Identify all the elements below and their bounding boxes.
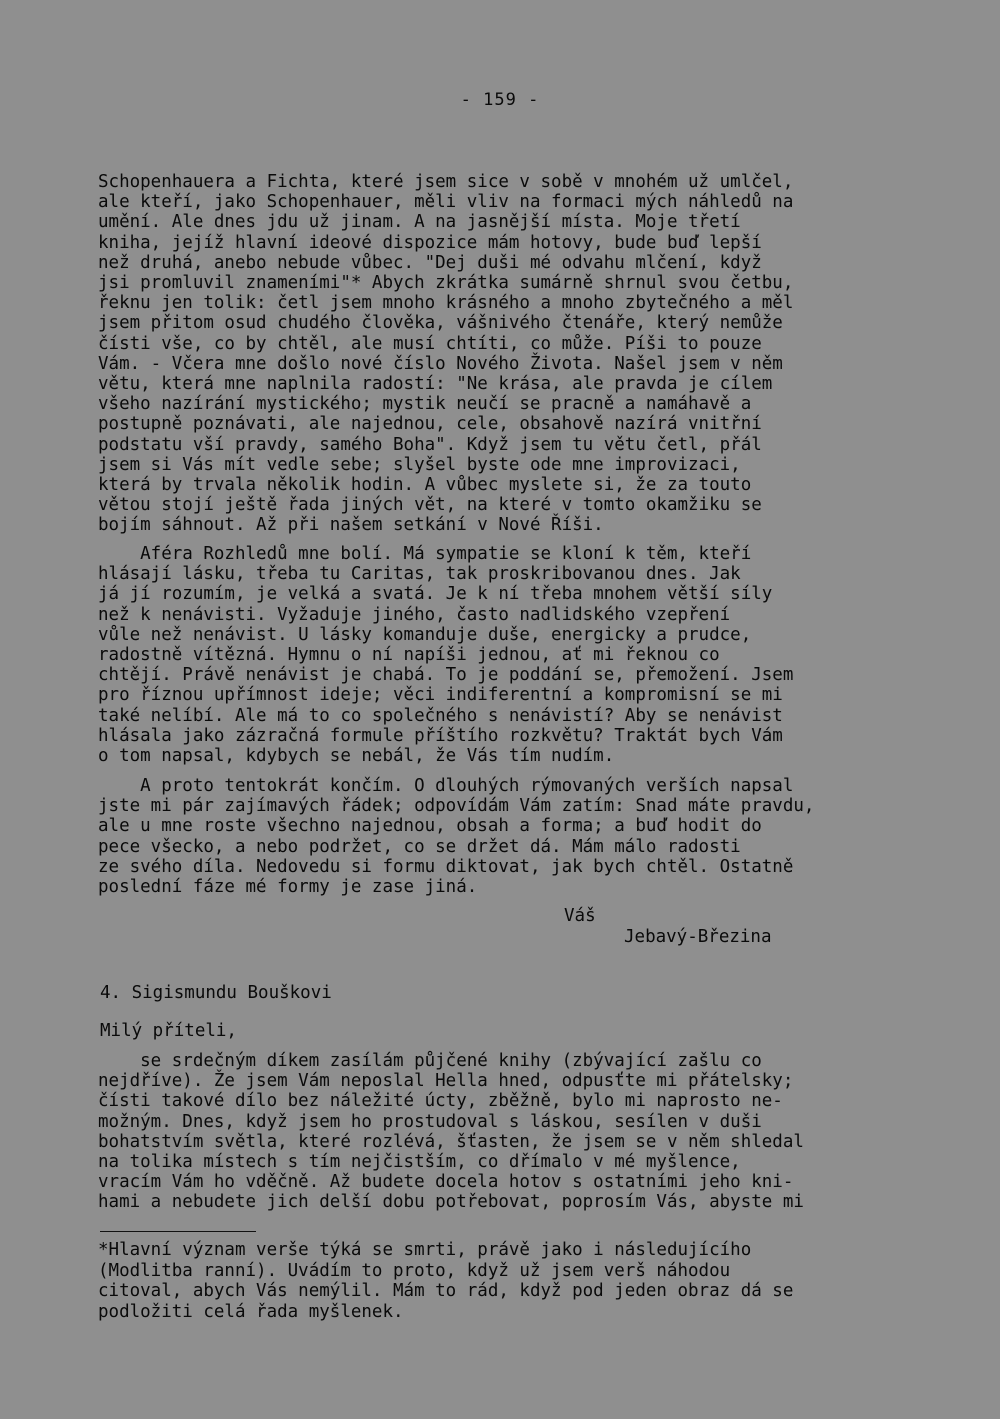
text-line: podložiti celá řada myšlenek. — [98, 1301, 404, 1322]
text-line: Vám. - Včera mne došlo nové číslo Nového Života. Našel jsem v něm — [98, 353, 783, 374]
text-line: na tolika místech s tím nejčistším, co dřímalo v mé myšlence, — [98, 1152, 741, 1173]
text-line: poslední fáze mé formy je zase jiná. — [98, 877, 478, 898]
text-line: která by trvala několik hodin. A vůbec myslete si, že za touto — [98, 475, 752, 496]
text-line: než k nenávisti. Vyžaduje jiného, často nadlidského vzepření — [98, 604, 731, 625]
text-line: bojím sáhnout. Až při našem setkání v Nové Říši. — [98, 515, 604, 536]
text-line: o tom napsal, kdybych se nebál, že Vás tím nudím. — [98, 746, 615, 767]
text-line: hami a nebudete jich delší dobu potřebovat, poprosím Vás, abyste mi — [98, 1192, 804, 1213]
text-line: vracím Vám ho vděčně. Až budete docela hotov s ostatními jeho kni- — [98, 1172, 794, 1193]
paragraph-3 — [98, 776, 918, 897]
text-line: ale kteří, jako Schopenhauer, měli vliv na formaci mých náhledů na — [98, 192, 794, 213]
page-number: - 159 - — [460, 90, 540, 110]
letter-heading: 4. Sigismundu Bouškovi — [100, 983, 332, 1003]
text-line: také nelíbí. Ale má to co společného s nenávistí? Aby se nenávist — [98, 705, 783, 726]
text-line: vůle než nenávist. U lásky komanduje duše, energicky a prudce, — [98, 624, 752, 645]
text-line: Aféra Rozhledů mne bolí. Má sympatie se kloní k těm, kteří — [98, 544, 752, 564]
salutation: Milý příteli, — [100, 1021, 237, 1041]
text-line: jsi promluvil znameními"* Abych zkrátka sumárně shrnul svou četbu, — [98, 273, 794, 294]
text-line: ale u mne roste všechno najednou, obsah a forma; a buď hodit do — [98, 816, 762, 837]
text-line: než druhá, anebo nebude vůbec. "Dej duši mé odvahu mlčení, když — [98, 252, 762, 273]
paragraph-4 — [98, 1051, 918, 1213]
text-line: řeknu jen tolik: četl jsem mnoho krásného a mnoho zbytečného a měl — [98, 293, 794, 314]
text-line: postupně poznávati, ale najednou, cele, obsahově nazírá vnitřní — [98, 414, 762, 435]
text-line: větu, která mne naplnila radostí: "Ne krása, ale pravda je cílem — [98, 374, 773, 395]
text-line: čísti takové dílo bez náležité úcty, zběžně, bylo mi naprosto ne- — [98, 1091, 783, 1112]
text-line: kniha, jejíž hlavní ideové dispozice mám hotovy, bude buď lepší — [98, 232, 762, 253]
text-line: jste mi pár zajímavých řádek; odpovídám Vám zatím: Snad máte pravdu, — [98, 796, 815, 817]
paragraph-1 — [98, 172, 918, 536]
text-line: pece všecko, a nebo podržet, co se držet dá. Mám málo radosti — [98, 836, 741, 857]
paragraph-2 — [98, 544, 918, 766]
text-line: podstatu vší pravdy, samého Boha". Když jsem tu větu četl, přál — [98, 434, 762, 455]
text-line: *Hlavní význam verše týká se smrti, právě jako i následujícího — [98, 1240, 752, 1260]
text-line: možným. Dnes, když jsem ho prostudoval s láskou, sesílen v duši — [98, 1111, 762, 1132]
text-line: chtějí. Právě nenávist je chabá. To je poddání se, přemožení. Jsem — [98, 665, 794, 686]
footnote — [98, 1240, 918, 1322]
text-line: citoval, abych Vás nemýlil. Mám to rád, když pod jeden obraz dá se — [98, 1281, 794, 1301]
text-line: nejdříve). Že jsem Vám neposlal Hella hned, odpusťte mi přátelsky; — [98, 1071, 794, 1092]
text-line: čísti vše, co by chtěl, ale musí chtíti, co může. Píši to pouze — [98, 333, 762, 354]
text-line: pro říznou upřímnost ideje; věci indiferentní a kompromisní se mi — [98, 685, 783, 706]
text-line: umění. Ale dnes jdu už jinam. A na jasnější místa. Moje třetí — [98, 212, 741, 233]
text-line: jsem si Vás mít vedle sebe; slyšel byste ode mne improvizaci, — [98, 454, 741, 475]
text-line: hlásala jako zázračná formule příštího rozkvětu? Traktát bych Vám — [98, 725, 783, 746]
closing: Váš — [564, 906, 596, 926]
text-line: (Modlitba ranní). Uvádím to proto, když už jsem verš náhodou — [98, 1260, 731, 1281]
text-line: A proto tentokrát končím. O dlouhých rýmovaných verších napsal — [98, 776, 794, 796]
text-line: radostně vítězná. Hymnu o ní napíši jednou, ať mi řeknou co — [98, 645, 720, 666]
text-line: se srdečným díkem zasílám půjčené knihy (zbývající zašlu co — [98, 1051, 762, 1071]
signature: Jebavý-Březina — [624, 927, 772, 947]
text-line: já jí rozumím, je velká a svatá. Je k ní třeba mnohem větší síly — [98, 584, 773, 605]
text-line: Schopenhauera a Fichta, které jsem sice v sobě v mnohém už umlčel, — [98, 172, 794, 192]
text-line: bohatstvím světla, které rozlévá, šťasten, že jsem se v něm shledal — [98, 1131, 804, 1152]
footnote-separator — [100, 1231, 256, 1232]
text-line: jsem přitom osud chudého člověka, vášnivého čtenáře, který nemůže — [98, 313, 783, 334]
text-line: hlásají lásku, třeba tu Caritas, tak proskribovanou dnes. Jak — [98, 564, 741, 585]
text-line: ze svého díla. Nedovedu si formu diktovat, jak bych chtěl. Ostatně — [98, 856, 794, 877]
text-line: větou stojí ještě řada jiných vět, na které v tomto okamžiku se — [98, 495, 762, 516]
text-line: všeho nazírání mystického; mystik neučí se pracně a namáhavě a — [98, 394, 752, 415]
